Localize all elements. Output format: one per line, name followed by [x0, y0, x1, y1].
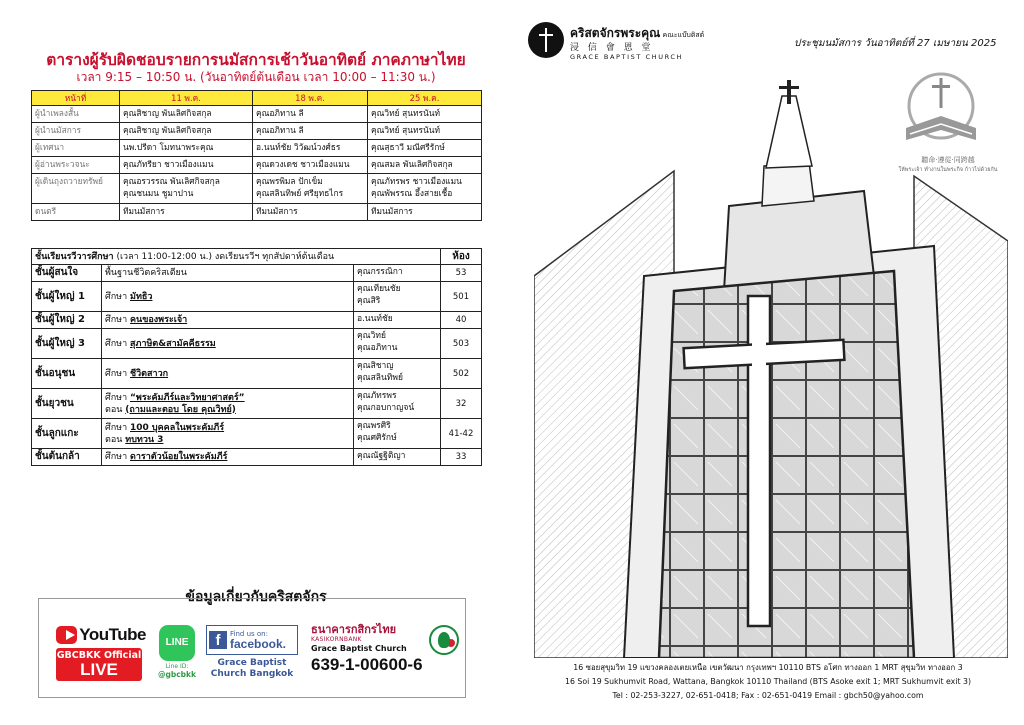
duty-role: ผู้เดินถุงถวายทรัพย์ — [32, 174, 120, 204]
facebook-wordmark: facebook. — [230, 636, 287, 651]
bank-name-en: KASIKORNBANK — [311, 636, 362, 643]
church-name-en: GRACE BAPTIST CHURCH — [570, 53, 684, 61]
duty-cell: อ.นนท์ชัย วิวัฒน์วงศ์ธร — [253, 140, 368, 157]
duty-cell — [120, 174, 253, 204]
class-subject-title: สุภาษิต&สามัคคีธรรม — [130, 338, 216, 349]
duty-cell — [253, 174, 368, 204]
class-teacher: คุณอภิทาน — [357, 343, 398, 353]
duty-cell: คุณวิทย์ สุนทรนันท์ — [368, 123, 482, 140]
duty-cell — [368, 174, 482, 204]
class-teacher: อ.นนท์ชัย — [357, 314, 393, 324]
class-subject-text: ศึกษา — [105, 368, 131, 379]
class-teachers — [354, 282, 441, 312]
duty-header-date: 11 พ.ค. — [120, 91, 253, 106]
youtube-icon — [56, 626, 77, 644]
youtube-wordmark: YouTube — [79, 625, 146, 644]
class-teacher: คุณสิชาญ — [357, 361, 394, 371]
duty-cell: คุณสมล พันเลิศกิจสกุล — [368, 157, 482, 174]
duty-cell-line: คุณชนมน ชูมาปาน — [123, 188, 194, 198]
class-subject-text: พื้นฐานชีวิตคริสเตียน — [105, 268, 187, 278]
duty-cell: คุณวิทย์ สุนทรนันท์ — [368, 106, 482, 123]
class-teacher: คุณกรรณิกา — [357, 267, 403, 277]
duty-cell: คุณดวงเดช ชาวเมืองแมน — [253, 157, 368, 174]
class-room: 501 — [441, 282, 482, 312]
kasikornbank-icon — [429, 625, 459, 655]
youtube-logo — [56, 625, 146, 645]
duty-role: ผู้นำนมัสการ — [32, 123, 120, 140]
class-subject-text: ศึกษา — [105, 315, 131, 325]
line-account[interactable] — [157, 625, 197, 679]
class-row — [32, 419, 482, 449]
duty-row — [32, 123, 482, 140]
address-thai: 16 ซอยสุขุมวิท 19 แขวงคลองเตยเหนือ เขตวัฒนา กรุงเทพฯ 10110 BTS อโศก ทางออก 1 MRT สุขุมวิท ทางออก 3 — [573, 663, 963, 672]
facebook-page[interactable] — [206, 625, 298, 680]
class-subject-title: ชีวิตสาวก — [130, 368, 169, 379]
class-subject-episode: ทบทวน 3 — [125, 434, 164, 445]
youtube-channel-name: GBCBKK Official — [56, 650, 142, 661]
class-header-row — [32, 249, 482, 265]
facebook-icon: f — [209, 631, 227, 649]
bank-account-name: Grace Baptist Church — [311, 644, 407, 653]
class-name: ชั้นต้นกล้า — [32, 449, 102, 466]
duty-role: ผู้นำเพลงสั้น — [32, 106, 120, 123]
class-subject-episode: (ถามและตอบ โดย คุณวิทย์) — [125, 404, 236, 415]
class-name: ชั้นยุวชน — [32, 389, 102, 419]
bank-account-number: 639-1-00600-6 — [311, 655, 423, 674]
class-teachers — [354, 265, 441, 282]
class-teachers — [354, 359, 441, 389]
class-subject-text: ศึกษา — [105, 422, 131, 433]
class-teacher: คุณภัทรพร — [357, 391, 397, 401]
address-english: 16 Soi 19 Sukhumvit Road, Wattana, Bangkok 10110 Thailand (BTS Asoke exit 1; MRT Sukhumvit exit 3) — [564, 677, 971, 686]
class-subject-text: ศึกษา — [105, 291, 131, 302]
bank-name-th: ธนาคารกสิกรไทย — [311, 623, 397, 636]
class-room: 503 — [441, 329, 482, 359]
duty-cell: นพ.ปรีดา โมทนาพระคุณ — [120, 140, 253, 157]
class-teacher: คุณกอบกาญจน์ — [357, 403, 415, 413]
class-teachers — [354, 419, 441, 449]
class-subject — [102, 389, 354, 419]
class-subject — [102, 312, 354, 329]
duty-cell-line: คุณพรพิมล ปักเข็ม — [256, 176, 323, 186]
class-name: ชั้นผู้สนใจ — [32, 265, 102, 282]
line-id-label: Line ID: — [165, 663, 189, 670]
duty-cell: คุณสิชาญ พันเลิศกิจสกุล — [120, 106, 253, 123]
class-teacher: คุณสลินทิพย์ — [357, 373, 403, 383]
duty-header-role: หน้าที่ — [32, 91, 120, 106]
class-teachers — [354, 389, 441, 419]
info-title: ข้อมูลเกี่ยวกับคริสตจักร — [185, 589, 327, 605]
class-row — [32, 265, 482, 282]
class-subject-title: 100 บุคคลในพระคัมภีร์ — [130, 422, 225, 433]
class-room: 502 — [441, 359, 482, 389]
class-row — [32, 282, 482, 312]
duty-cell-line: คุณพัพรรณ อึ้งสายเชื้อ — [371, 188, 453, 198]
duty-cell: ทีมนมัสการ — [120, 204, 253, 221]
class-header — [32, 249, 441, 265]
duty-row — [32, 174, 482, 204]
duty-subtitle: เวลา 9:15 – 10:50 น. (วันอาทิตย์ต้นเดือน เวลา 10:00 – 11:30 น.) — [76, 70, 436, 84]
facebook-badge — [206, 625, 298, 655]
class-subject — [102, 329, 354, 359]
duty-cell-line: คุณอรวรรณ พันเลิศกิจสกุล — [123, 176, 220, 186]
line-icon: LINE — [159, 625, 195, 661]
class-teacher: คุณพรศิริ — [357, 421, 391, 431]
class-row — [32, 449, 482, 466]
duty-header-date: 25 พ.ค. — [368, 91, 482, 106]
class-subject-text: ศึกษา — [105, 452, 131, 462]
class-room: 41-42 — [441, 419, 482, 449]
class-subject-title: ดาราตัวน้อยในพระคัมภีร์ — [130, 452, 228, 462]
emblem-motto-th: ให้พระเจ้า ทำงานในพระกิจ ก้าวไปด้วยกัน — [898, 167, 998, 173]
class-subject-title: คนของพระเจ้า — [130, 315, 188, 325]
class-teachers — [354, 329, 441, 359]
class-header-note: (เวลา 11:00-12:00 น.) งดเรียนรวีฯ ทุกสัปดาห์ต้นเดือน — [113, 251, 335, 262]
service-date: ประชุมนมัสการ วันอาทิตย์ที่ 27 เมษายน 2025 — [794, 38, 997, 49]
class-row — [32, 312, 482, 329]
duty-cell: คุณสิชาญ พันเลิศกิจสกุล — [120, 123, 253, 140]
duty-cell: ทีมนมัสการ — [253, 204, 368, 221]
class-name: ชั้นผู้ใหญ่ 1 — [32, 282, 102, 312]
class-table — [31, 248, 482, 466]
class-name: ชั้นลูกแกะ — [32, 419, 102, 449]
class-room: 32 — [441, 389, 482, 419]
duty-cell-line: คุณภัทรพร ชาวเมืองแมน — [371, 176, 462, 186]
class-subject — [102, 419, 354, 449]
class-teacher: คุณณัฐฐิติญา — [357, 451, 406, 461]
class-subject — [102, 265, 354, 282]
class-name: ชั้นอนุชน — [32, 359, 102, 389]
duty-header-row — [32, 91, 482, 106]
class-teacher: คุณเทียนชัย — [357, 284, 401, 294]
duty-cell: คุณภัทรียา ชาวเมืองแมน — [120, 157, 253, 174]
class-subject — [102, 282, 354, 312]
facebook-find-label: Find us on: — [230, 629, 268, 638]
duty-cell: คุณสุธาวี มณีศรีรักษ์ — [368, 140, 482, 157]
duty-row — [32, 140, 482, 157]
line-handle: @gbcbkk — [157, 670, 197, 679]
youtube-live-badge — [56, 648, 142, 681]
duty-cell: คุณอภิทาน ลี — [253, 106, 368, 123]
class-subject-text: ตอน — [105, 404, 126, 415]
youtube-channel[interactable] — [56, 625, 146, 681]
class-name: ชั้นผู้ใหญ่ 3 — [32, 329, 102, 359]
bank-account — [311, 623, 461, 676]
class-room: 40 — [441, 312, 482, 329]
class-header-room: ห้อง — [441, 249, 482, 265]
duty-header-date: 18 พ.ค. — [253, 91, 368, 106]
duty-role: ผู้อ่านพระวจนะ — [32, 157, 120, 174]
class-subject-text: ศึกษา — [105, 392, 131, 403]
class-subject — [102, 359, 354, 389]
facebook-page-name: Church Bangkok — [210, 669, 294, 679]
right-page — [512, 0, 1024, 725]
duty-cell-line: คุณสลินทิพย์ ศรียุทธไกร — [256, 188, 344, 198]
class-teacher: คุณศศิรักษ์ — [357, 433, 397, 443]
class-room: 53 — [441, 265, 482, 282]
info-box — [38, 598, 466, 698]
class-subject-title: “พระคัมภีร์และวิทยาศาสตร์” — [130, 392, 245, 403]
church-name-cn: 浸 信 會 恩 堂 — [570, 43, 654, 53]
duty-title: ตารางผู้รับผิดชอบรายการนมัสการเช้าวันอาทิตย์ ภาคภาษาไทย — [46, 51, 466, 69]
class-row — [32, 359, 482, 389]
church-building-illustration — [534, 76, 1008, 658]
class-teacher: คุณวิทย์ — [357, 331, 386, 341]
class-subject-text: ศึกษา — [105, 338, 131, 349]
youtube-live-label: LIVE — [80, 660, 118, 679]
class-row — [32, 389, 482, 419]
contact-info: Tel : 02-253-3227, 02-651-0418; Fax : 02-651-0419 Email : gbch50@yahoo.com — [612, 691, 924, 700]
class-teachers — [354, 449, 441, 466]
class-subject-text: ตอน — [105, 434, 126, 445]
class-teacher: คุณสิริ — [357, 296, 381, 306]
class-subject-title: มัทธิว — [130, 291, 153, 302]
duty-role: ดนตรี — [32, 204, 120, 221]
duty-role: ผู้เทศนา — [32, 140, 120, 157]
duty-cell: คุณอภิทาน ลี — [253, 123, 368, 140]
duty-table — [31, 90, 482, 221]
cross-logo-icon — [528, 22, 564, 58]
duty-row — [32, 106, 482, 123]
class-room: 33 — [441, 449, 482, 466]
class-teachers — [354, 312, 441, 329]
class-name: ชั้นผู้ใหญ่ 2 — [32, 312, 102, 329]
emblem-motto: 聽命·遵從·同跨越 — [921, 156, 975, 164]
church-name-th: คริสตจักรพระคุณ คณะแบ๊บติสต์ — [570, 26, 705, 40]
facebook-page-name: Grace Baptist — [217, 658, 287, 668]
duty-cell: ทีมนมัสการ — [368, 204, 482, 221]
duty-row — [32, 157, 482, 174]
class-row — [32, 329, 482, 359]
class-header-title: ชั้นเรียนรวีวารศึกษา — [35, 251, 114, 262]
duty-row — [32, 204, 482, 221]
class-subject — [102, 449, 354, 466]
